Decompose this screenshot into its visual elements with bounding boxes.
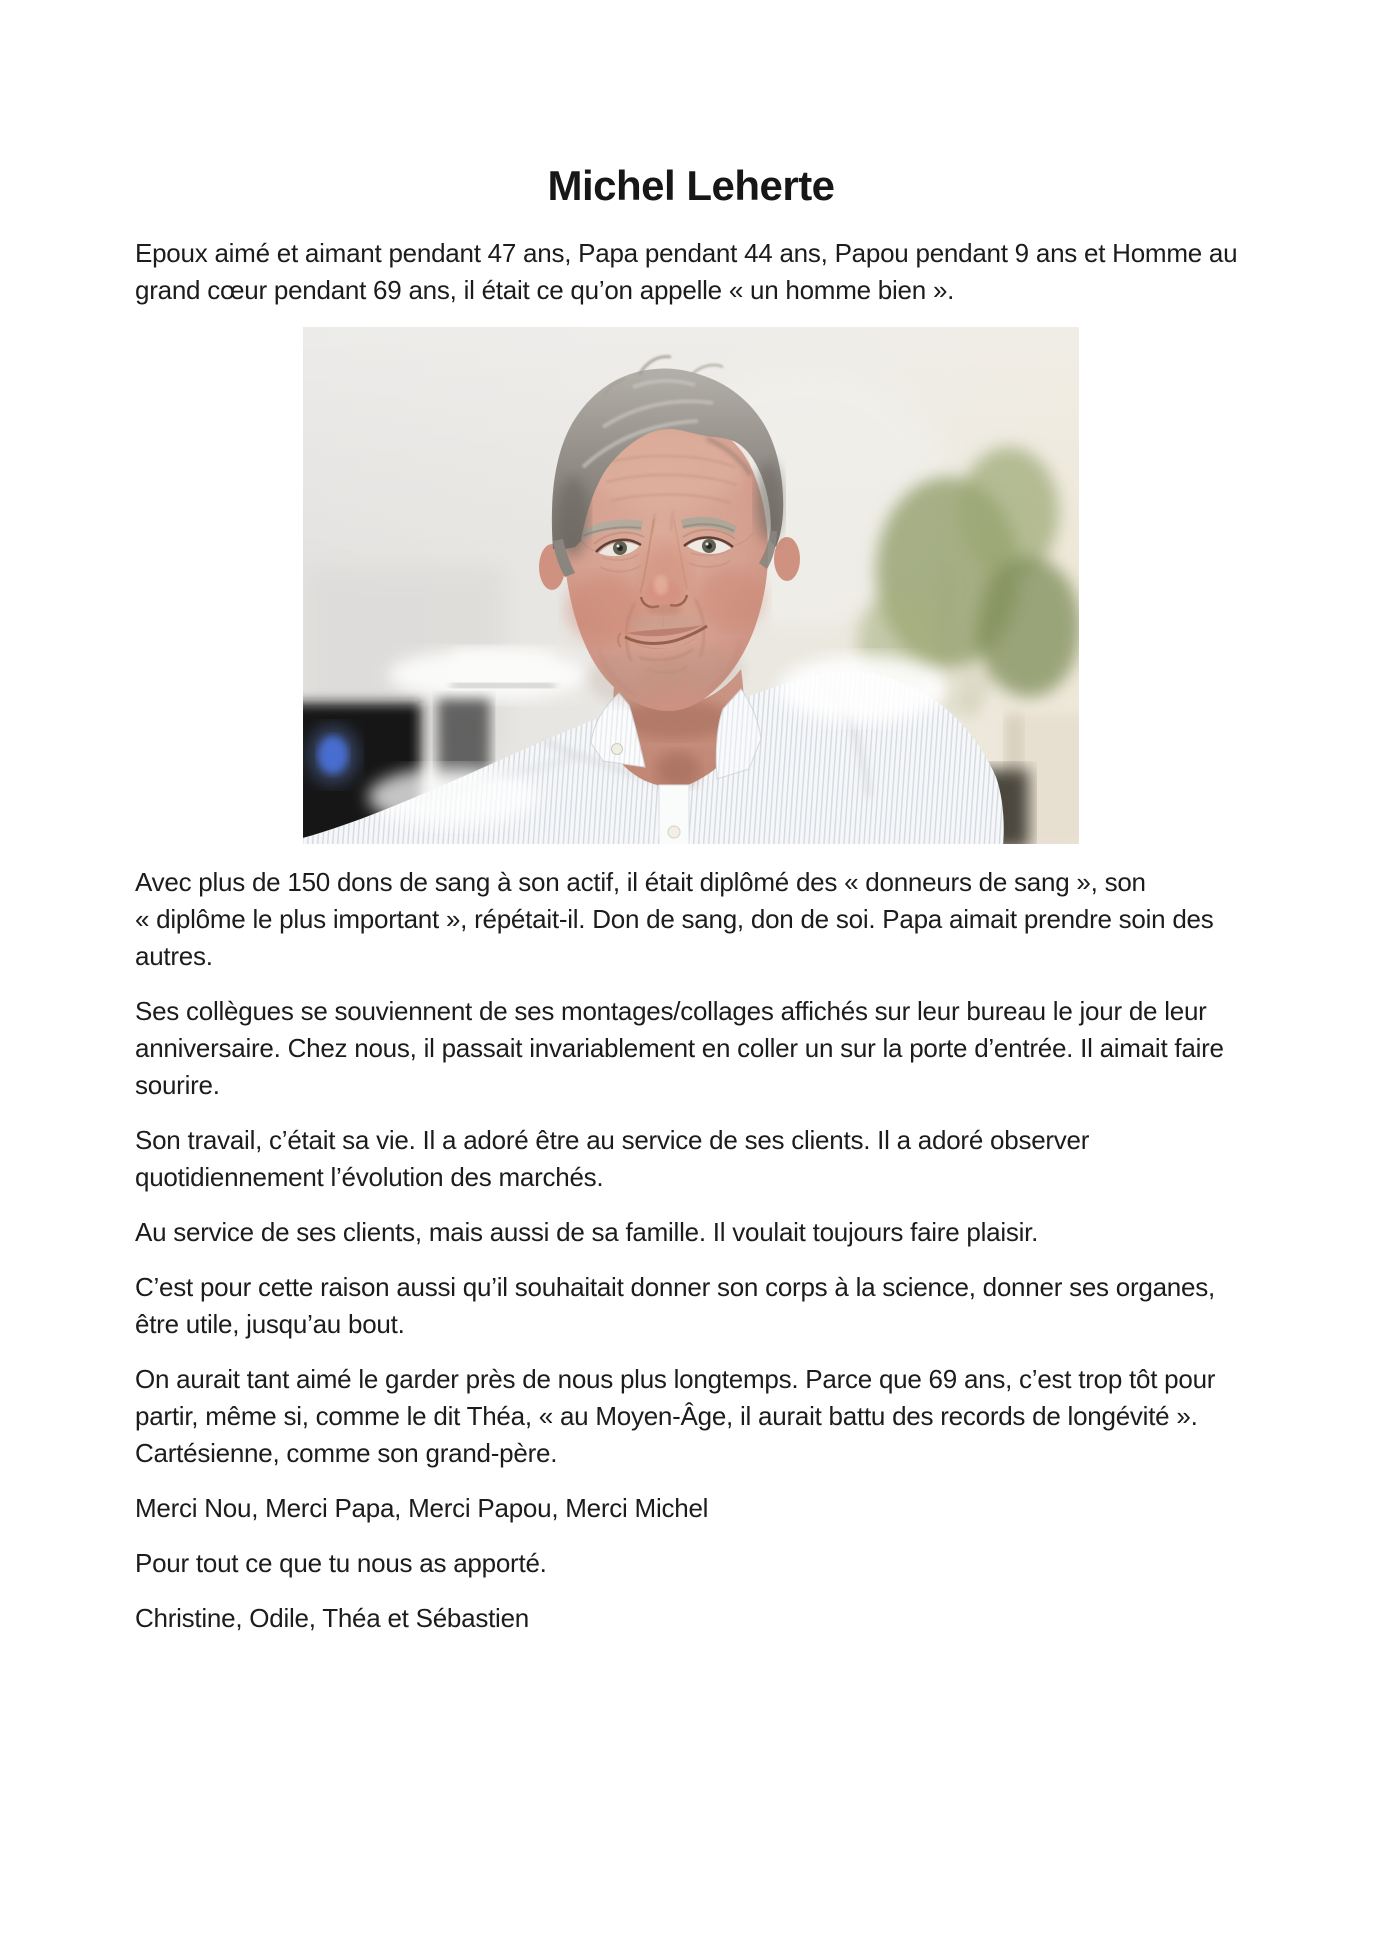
paragraph-blood-donor: Avec plus de 150 dons de sang à son actif, il était diplômé des « donneurs de sang », son « diplôme le plus important », répétait-il. Don de sang, don de soi. Papa aimait prendre soin des autres. xyxy=(135,867,1214,971)
paragraph-colleagues: Ses collègues se souviennent de ses montages/collages affichés sur leur bureau le jour de leur anniversaire. Chez nous, il passait invariablement en coller un sur la porte d’entrée. Il aimait faire sourire. xyxy=(135,996,1224,1100)
right-ear xyxy=(774,537,800,581)
portrait-photo xyxy=(303,327,1079,844)
paragraph-family: Au service de ses clients, mais aussi de sa famille. Il voulait toujours faire plaisir. xyxy=(135,1217,1039,1247)
paragraph-merci: Merci Nou, Merci Papa, Merci Papou, Merci Michel xyxy=(135,1493,709,1523)
paragraph-intro: Epoux aimé et aimant pendant 47 ans, Papa pendant 44 ans, Papou pendant 9 ans et Homme au grand cœur pendant 69 ans, il était ce qu’on appelle « un homme bien ». xyxy=(135,238,1238,305)
paragraph-science: C’est pour cette raison aussi qu’il souhaitait donner son corps à la science, donner ses organes, être utile, jusqu’au bout. xyxy=(135,1272,1215,1339)
paragraph-signature: Christine, Odile, Théa et Sébastien xyxy=(135,1603,529,1633)
paragraph-longevity: On aurait tant aimé le garder près de nous plus longtemps. Parce que 69 ans, c’est trop tôt pour partir, même si, comme le dit Théa, « au Moyen-Âge, il aurait battu des records de longévité ». Cartésienne, comme son grand-père. xyxy=(135,1364,1216,1468)
portrait-photo-drawing xyxy=(303,327,1079,844)
page-title: Michel Leherte xyxy=(547,162,835,209)
paragraph-work: Son travail, c’était sa vie. Il a adoré être au service de ses clients. Il a adoré observer quotidiennement l’évolution des marchés. xyxy=(135,1125,1090,1192)
photo-desk-blur xyxy=(388,649,588,701)
paragraph-pour-tout: Pour tout ce que tu nous as apporté. xyxy=(135,1548,547,1578)
